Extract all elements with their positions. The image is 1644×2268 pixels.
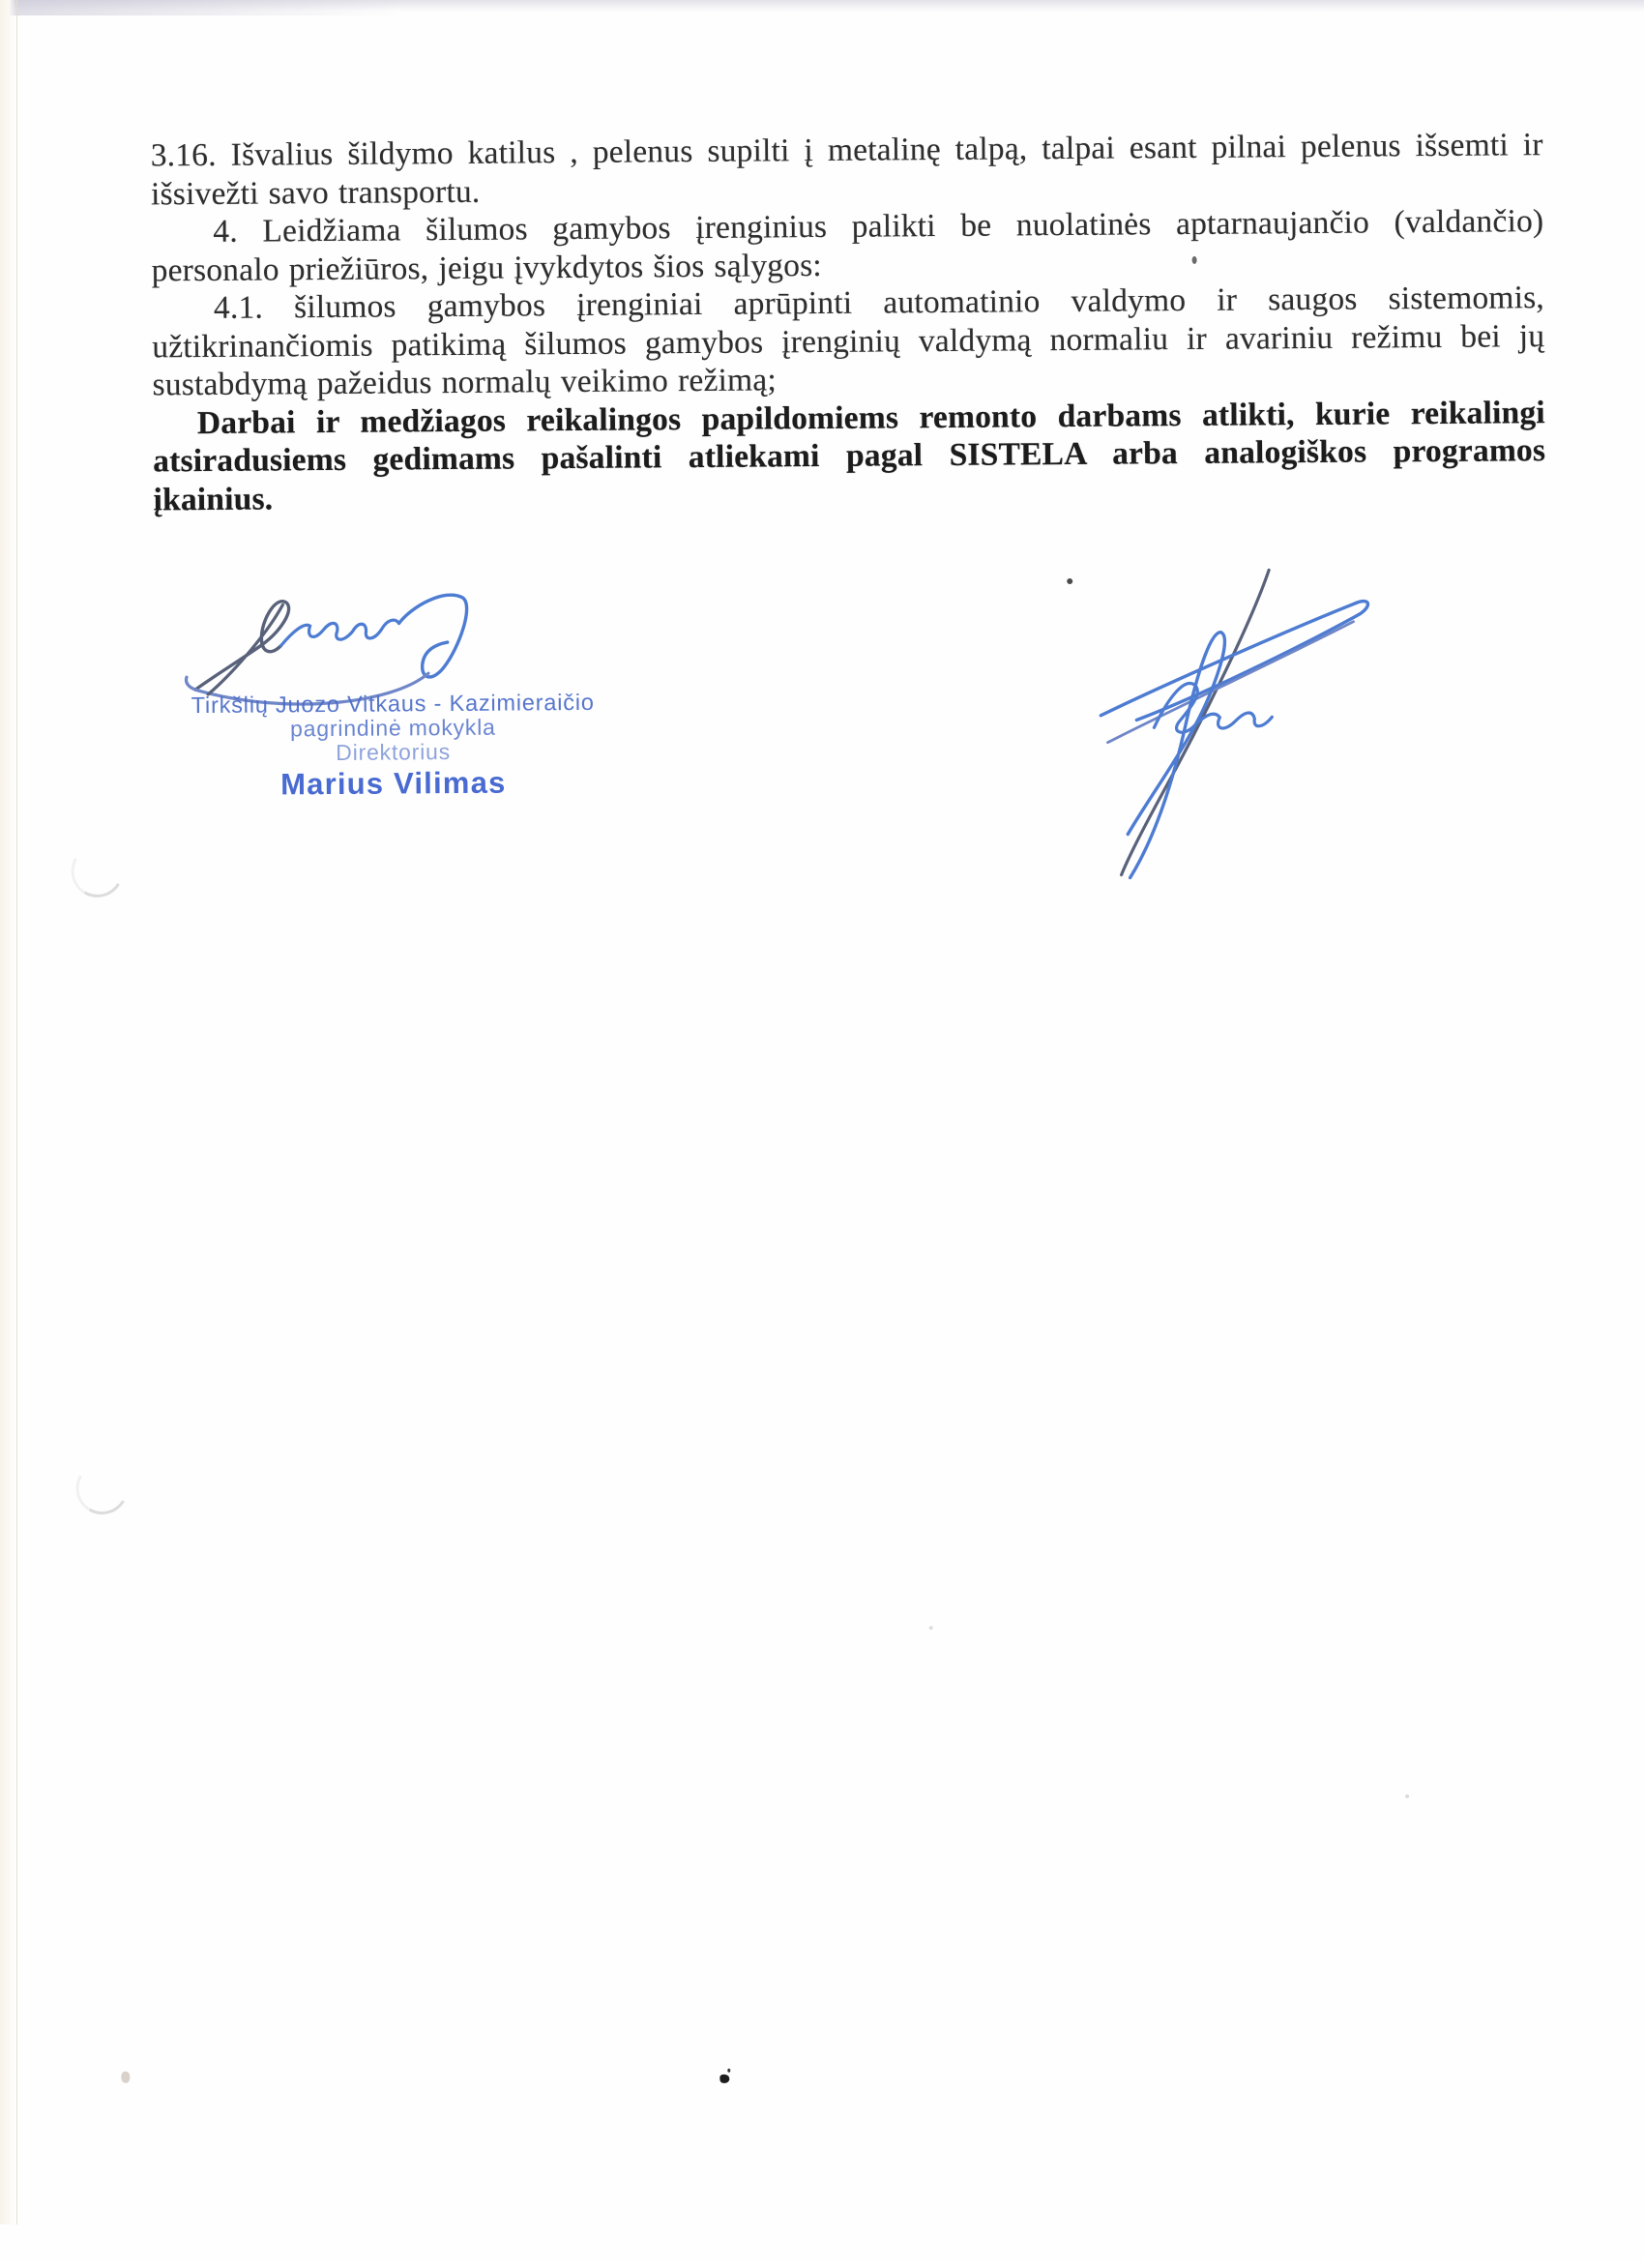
stamp-org-line1: Tirkšlių Juozo Vitkaus - Kazimieraičio [191,689,595,719]
right-signature-svg [1068,542,1409,893]
ink-speck [719,2075,729,2083]
signature-stroke [194,602,289,690]
smudge-speck [121,2072,130,2083]
paragraph-4: 4. Leidžiama šilumos gamybos įrenginius palikti be nuolatinės aptarnaujančio (valdančio) personalo priežiūros, jeigu įvykdytos šios sąlygos: [151,203,1544,288]
stamp-org-line2: pagrindinė mokykla [290,714,496,742]
stamp-title: Direktorius [336,739,452,765]
right-signature [1068,542,1409,893]
paragraph-bold-note: Darbai ir medžiagos reikalingos papildomiems remonto darbams atlikti, kurie reikalingi atsiradusiems gedimams pašalinti atliekami pagal SISTELA arba analogiškos programos įkainius. [153,394,1546,517]
ink-speck [727,2069,730,2073]
ink-speck [1192,256,1197,264]
signature-stroke [1100,602,1368,721]
stamp-block [141,690,645,801]
smudge-speck [1405,1794,1409,1798]
document-text-block [151,126,1546,518]
punch-hole-shadow-top [66,839,130,903]
signature-stroke [207,604,283,694]
signature-stroke [398,595,467,677]
paragraph-4-1: 4.1. šilumos gamybos įrenginiai aprūpinti automatinio valdymo ir saugos sistemomis, užtikrinančiomis patikimą šilumos gamybos įrenginių valdymą normaliu ir avariniu režimu bei jų sustabdymą pažeidus normalų veikimo režimą; [152,280,1545,403]
stamp-director-name: Marius Vilimas [280,765,507,802]
ink-speck [1067,578,1072,584]
punch-hole-shadow-bottom [71,1457,134,1520]
smudge-speck [929,1626,933,1630]
signature-stroke [281,620,399,645]
paragraph-3-16: 3.16. Išvalius šildymo katilus , pelenus supilti į metalinę talpą, talpai esant pilnai pelenus išsemti ir išsivežti savo transportu. [150,127,1543,212]
signature-stroke [1127,633,1227,878]
